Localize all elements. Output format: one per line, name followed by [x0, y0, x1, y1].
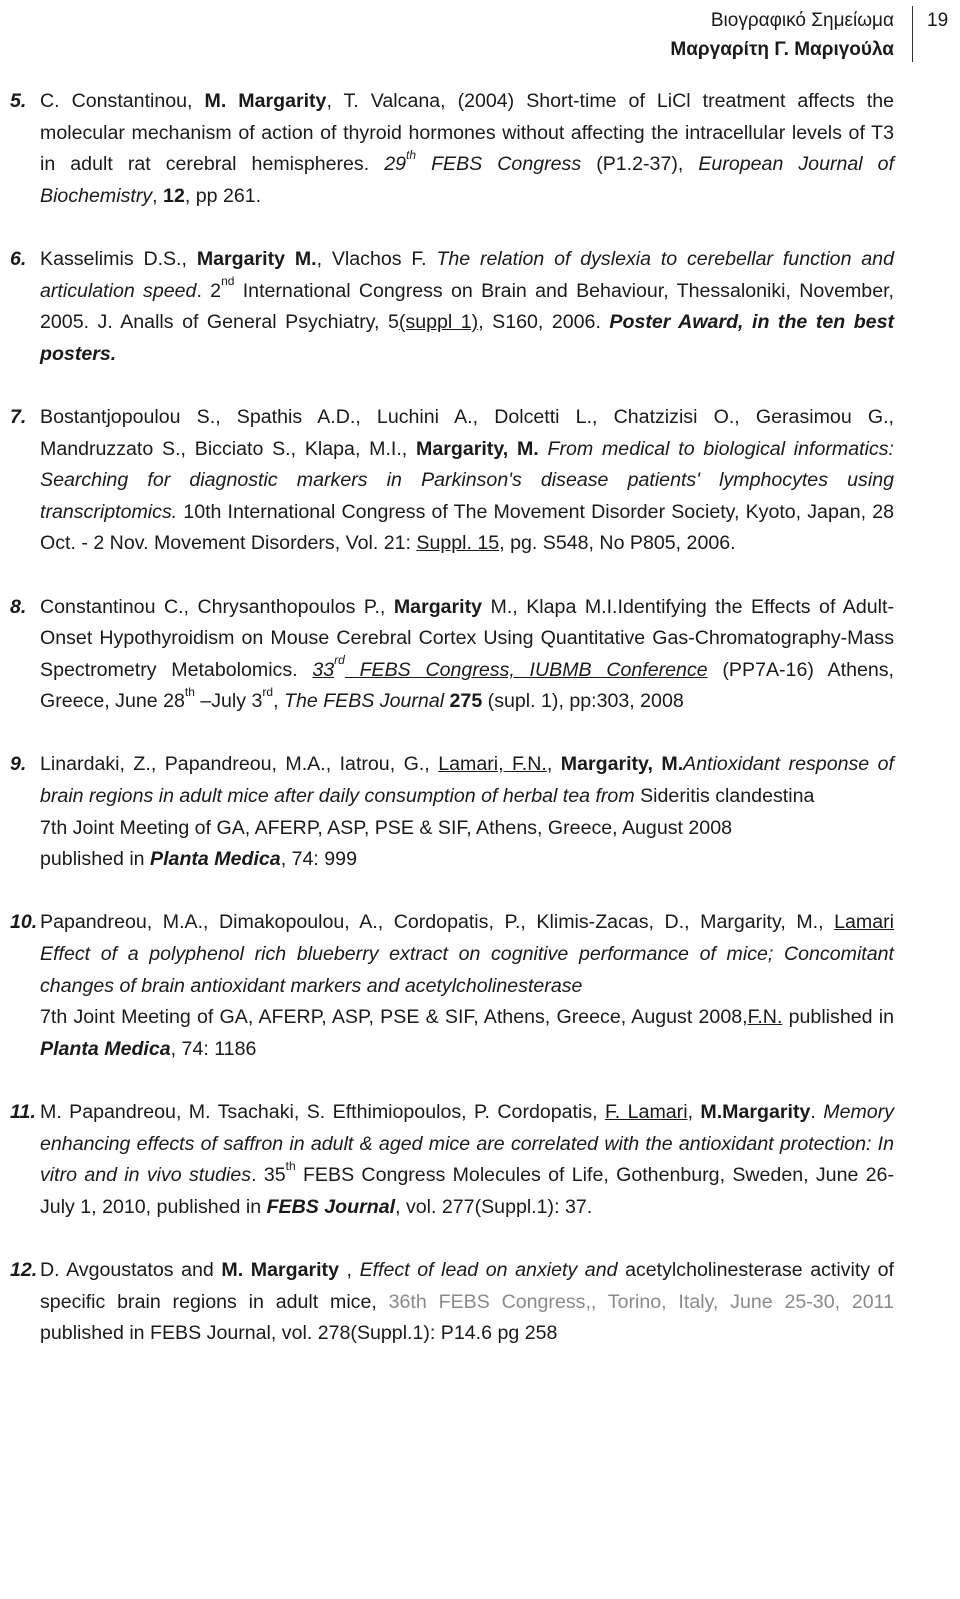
- paper-title: Antioxidant response of brain regions in adult mice after daily consumption of herbal tea from: [40, 753, 894, 808]
- entry-number: 9.: [10, 753, 27, 776]
- congress-name: FEBS Congress, IUBMB Conference: [344, 658, 708, 681]
- volume: 12: [163, 184, 185, 207]
- supplement: Suppl. 15: [416, 532, 500, 555]
- award-note: Poster Award, in the ten best posters.: [40, 311, 894, 365]
- entry-number: 7.: [10, 405, 27, 428]
- entry-number: 6.: [10, 247, 27, 270]
- pages: , S160, 2006.: [478, 311, 610, 334]
- congress-details: 36th FEBS Congress,, Torino, Italy, June 25-30, 2011: [388, 1290, 894, 1313]
- journal-name: Planta Medica: [150, 848, 281, 871]
- publication-entry-12: [0, 1255, 960, 1350]
- entry-number: 12.: [10, 1258, 38, 1281]
- highlighted-author: M.Margarity: [700, 1101, 811, 1123]
- poster-code: (P1.2-37),: [581, 153, 699, 176]
- paper-title: Effect of lead on anxiety and: [359, 1258, 618, 1281]
- pages: (supl. 1), pp:303, 2008: [482, 690, 684, 713]
- journal-name: European Journal of Biochemistry: [40, 153, 895, 207]
- highlighted-author: Margarity, M.: [416, 437, 539, 460]
- entry-number: 5.: [10, 90, 27, 112]
- congress-details: FEBS Congress Molecules of Life, Gothenburg, Sweden, June 26-July 1, 2010, published in: [40, 1164, 894, 1218]
- paper-title-continued: acetylcholinesterase activity of specific brain regions in adult mice,: [40, 1258, 894, 1313]
- publication-list: [0, 86, 960, 1381]
- separator: ,: [273, 690, 284, 713]
- congress-number: 33: [312, 658, 335, 681]
- date-end: –July 3: [194, 690, 263, 713]
- ordinal-suffix: rd: [334, 653, 345, 668]
- congress-number: . 2: [196, 279, 222, 302]
- underlined-author: F. Lamari: [605, 1101, 688, 1123]
- published-in: published in: [782, 1006, 894, 1029]
- publication-entry-10: [0, 907, 960, 1065]
- congress-details: 7th Joint Meeting of GA, AFERP, ASP, PSE & SIF, Athens, Greece, August 2008,: [40, 1006, 748, 1029]
- authors: Bostantjopoulou S., Spathis A.D., Luchini A., Dolcetti L., Chatzizisi O., Gerasimou G., Mandruzzato S., Bicciato S., Klapa, M.I.,: [40, 405, 894, 460]
- supplement: (suppl 1): [398, 311, 479, 334]
- publication-entry-9: [0, 749, 960, 875]
- published-in: published in FEBS Journal, vol. 278(Suppl.1): P14.6 pg 258: [40, 1322, 558, 1345]
- title-text: , T. Valcana, (2004) Short-time of LiCl treatment affects the molecular mechanism of action of thyroid hormones without affecting the intracellular levels of T3 in adult rat cerebral hemispheres.: [40, 90, 894, 176]
- congress-details: International Congress on Brain and Behaviour, Thessaloniki, November, 2005. J. Analls of General Psychiatry, 5: [40, 279, 894, 334]
- pages: , vol. 277(Suppl.1): 37.: [395, 1195, 593, 1218]
- paper-title: Effect of a polyphenol rich blueberry extract on cognitive performance of mice; Concomitant changes of brain antioxidant markers and acetylcholinesterase: [40, 943, 894, 997]
- publication-entry-11: [0, 1097, 960, 1223]
- volume: 275: [449, 690, 483, 713]
- separator: ,: [546, 753, 561, 776]
- pages: , pp 261.: [184, 184, 262, 207]
- authors: D. Avgoustatos and: [40, 1258, 222, 1281]
- ordinal-suffix: rd: [262, 684, 274, 699]
- authors: C. Constantinou,: [40, 90, 205, 112]
- separator: ,: [152, 184, 164, 207]
- paper-title: The relation of dyslexia to cerebellar function and articulation speed: [40, 247, 894, 302]
- publication-entry-7: [0, 402, 960, 560]
- authors: Papandreou, M.A., Dimakopoulou, A., Cordopatis, P., Klimis-Zacas, D., Margarity, M.,: [40, 911, 835, 934]
- pages: , 74: 999: [280, 848, 357, 871]
- ordinal-suffix: th: [285, 1158, 296, 1173]
- congress-details: 10th International Congress of The Movement Disorder Society, Kyoto, Japan, 28 Oct. - 2 Nov. Movement Disorders, Vol. 21:: [40, 500, 894, 555]
- paper-title: Memory enhancing effects of saffron in adult & aged mice are correlated with the antioxidant protection: In vitro and in vivo studies: [40, 1101, 895, 1187]
- underlined-author: Lamari: [834, 911, 894, 934]
- separator: .: [810, 1101, 824, 1123]
- authors: Kasselimis D.S.,: [40, 247, 197, 270]
- journal-name: Planta Medica: [40, 1037, 171, 1060]
- congress-number: 29: [384, 153, 407, 176]
- highlighted-author: M. Margarity: [221, 1258, 339, 1281]
- entry-number: 10.: [10, 911, 38, 934]
- publication-entry-8: [0, 592, 960, 718]
- highlighted-author: Margarity M.: [196, 247, 317, 270]
- entry-number: 8.: [10, 595, 27, 618]
- ordinal-suffix: nd: [221, 274, 235, 289]
- separator: [539, 438, 548, 460]
- pages: , 74: 1186: [170, 1037, 257, 1060]
- highlighted-author: Margarity: [393, 595, 483, 618]
- header-title: Βιογραφικό Σημείωμα: [710, 10, 894, 31]
- publication-entry-6: [0, 244, 960, 370]
- congress-details: 7th Joint Meeting of GA, AFERP, ASP, PSE & SIF, Athens, Greece, August 2008: [40, 816, 732, 839]
- publication-entry-5: [0, 86, 960, 212]
- species-name: Sideritis clandestina: [640, 785, 815, 808]
- separator: ,: [338, 1258, 360, 1281]
- header-subtitle: Μαργαρίτη Γ. Μαριγούλα: [670, 39, 894, 60]
- paper-title: From medical to biological informatics: Searching for diagnostic markers in Parkinson's disease patients' lymphocytes using transcriptomics.: [40, 437, 894, 523]
- authors: M. Papandreou, M. Tsachaki, S. Efthimiopoulos, P. Cordopatis,: [40, 1101, 606, 1123]
- authors: Linardaki, Z., Papandreou, M.A., Iatrou, G.,: [40, 753, 439, 776]
- ordinal-suffix: th: [406, 147, 417, 162]
- separator: ,: [687, 1101, 701, 1123]
- journal-name: The FEBS Journal: [283, 690, 445, 713]
- coauthor: , Vlachos F.: [316, 247, 437, 270]
- authors: Constantinou C., Chrysanthopoulos P.,: [40, 595, 394, 618]
- congress-name: FEBS Congress: [416, 153, 582, 176]
- pages: , pg. S548, No P805, 2006.: [499, 532, 736, 555]
- highlighted-author: Margarity, M.: [560, 753, 684, 776]
- published-in: published in: [40, 848, 151, 871]
- page-number: 19: [912, 6, 948, 62]
- underlined-initials: F.N.: [747, 1006, 783, 1029]
- paper-title: M., Klapa M.I.Identifying the Effects of Adult-Onset Hypothyroidism on Mouse Cerebral Cortex Using Quantitative Gas-Chromatography-Mass Spectrometry Metabolomics.: [40, 595, 894, 681]
- running-header: [670, 6, 894, 64]
- ordinal-suffix: th: [184, 684, 195, 699]
- journal-name: FEBS Journal: [266, 1195, 396, 1218]
- entry-number: 11.: [10, 1101, 36, 1123]
- congress-number: . 35: [251, 1164, 286, 1187]
- congress-details: (PP7A-16) Athens, Greece, June 28: [40, 658, 894, 713]
- highlighted-author: M. Margarity: [204, 90, 327, 112]
- underlined-author: Lamari, F.N.: [438, 753, 547, 776]
